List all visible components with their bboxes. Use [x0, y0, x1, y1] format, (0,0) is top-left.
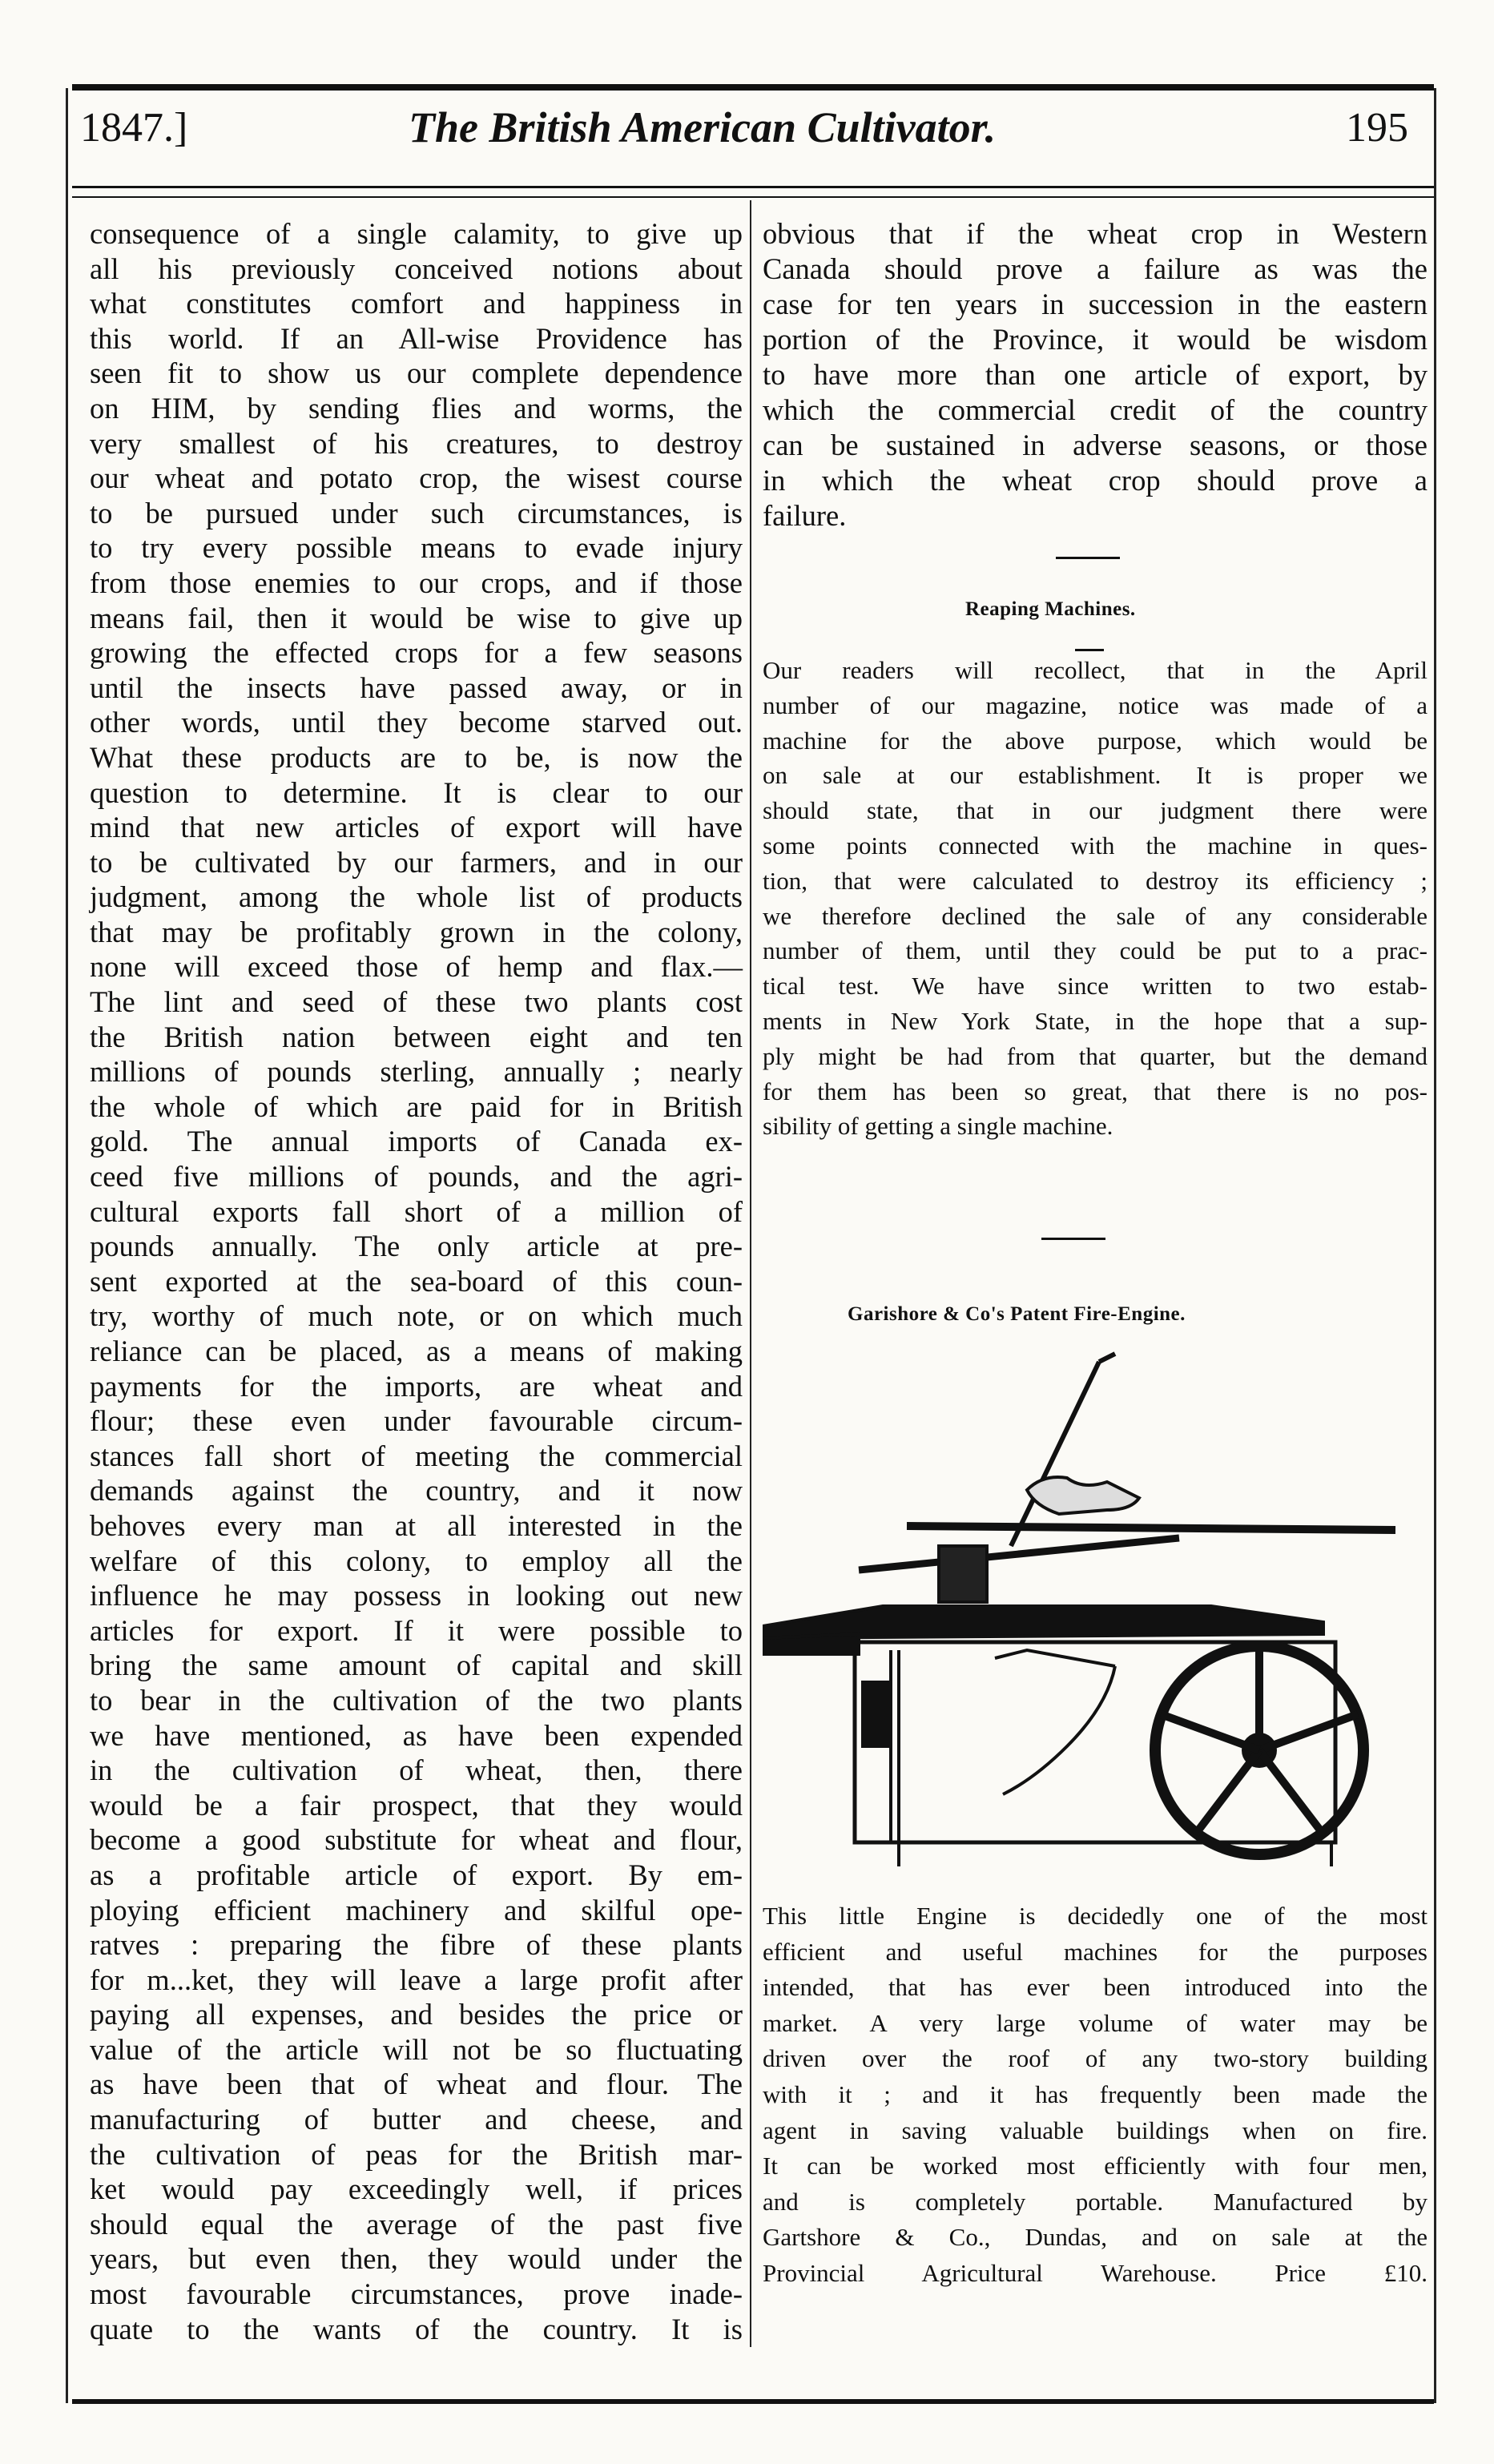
top-rule	[72, 84, 1434, 91]
text-line: case for ten years in succession in the eastern	[763, 288, 1428, 320]
text-line: for m...ket, they will leave a large profit after	[90, 1963, 743, 1996]
text-line: Provincial Agricultural Warehouse. Price £10.	[763, 2258, 1428, 2287]
text-line: gold. The annual imports of Canada ex-	[90, 1125, 743, 1158]
text-line: intended, that has ever been introduced into the	[763, 1973, 1428, 2002]
left-column-article	[90, 216, 743, 2346]
text-line: Gartshore & Co., Dundas, and on sale at the	[763, 2223, 1428, 2252]
text-line: from those enemies to our crops, and if those	[90, 566, 743, 599]
text-line: in the cultivation of wheat, then, there	[90, 1753, 743, 1787]
text-line: payments for the imports, are wheat and	[90, 1369, 743, 1403]
text-line: ceed five millions of pounds, and the agri-	[90, 1160, 743, 1194]
text-line: Our readers will recollect, that in the April	[763, 656, 1428, 684]
text-line: influence he may possess in looking out new	[90, 1579, 743, 1612]
text-line: all his previously conceived notions about	[90, 252, 743, 285]
bottom-rule	[72, 2399, 1434, 2404]
text-line: some points connected with the machine in ques-	[763, 831, 1428, 860]
text-line: what constitutes comfort and happiness in	[90, 287, 743, 320]
text-line: seen fit to show us our complete dependence	[90, 356, 743, 390]
text-line: we have mentioned, as have been expended	[90, 1718, 743, 1752]
left-border	[66, 88, 68, 2403]
text-line: the cultivation of peas for the British mar-	[90, 2137, 743, 2171]
text-line: years, but even then, they would under the	[90, 2242, 743, 2276]
fire-engine-heading: Garishore & Co's Patent Fire-Engine.	[848, 1303, 1186, 1325]
text-line: to bear in the cultivation of the two plants	[90, 1683, 743, 1717]
text-line: the British nation between eight and ten	[90, 1020, 743, 1053]
text-line: become a good substitute for wheat and flour,	[90, 1823, 743, 1857]
text-line: ket would pay exceedingly well, if prices	[90, 2172, 743, 2206]
section-rule-small	[1075, 649, 1104, 651]
text-line: to try every possible means to evade injury	[90, 531, 743, 565]
text-line: Canada should prove a failure as was the	[763, 252, 1428, 285]
text-line: for them has been so great, that there is no pos-	[763, 1077, 1428, 1105]
text-line: value of the article will not be so fluctuating	[90, 2032, 743, 2066]
text-line: as a profitable article of export. By em-	[90, 1858, 743, 1891]
text-line: driven over the roof of any two-story building	[763, 2044, 1428, 2073]
text-line: portion of the Province, it would be wisdom	[763, 323, 1428, 356]
text-line: means fail, then it would be wise to give up	[90, 601, 743, 634]
text-line: demands against the country, and it now	[90, 1474, 743, 1508]
text-line: bring the same amount of capital and skill	[90, 1649, 743, 1682]
text-line: we therefore declined the sale of any considerable	[763, 901, 1428, 930]
right-column	[763, 216, 1428, 533]
text-line: on sale at our establishment. It is proper we	[763, 761, 1428, 790]
header-title: The British American Cultivator.	[409, 103, 997, 151]
text-line: failure.	[763, 499, 847, 532]
text-line: to be pursued under such circumstances, is	[90, 496, 743, 529]
text-line: market. A very large volume of water may be	[763, 2008, 1428, 2037]
text-line: try, worthy of much note, or on which much	[90, 1299, 743, 1333]
text-line: tical test. We have since written to two estab-	[763, 972, 1428, 1000]
text-line: welfare of this colony, to employ all the	[90, 1544, 743, 1577]
section-rule	[1041, 1238, 1105, 1240]
text-line: judgment, among the whole list of products	[90, 880, 743, 914]
text-line: articles for export. If it were possible to	[90, 1613, 743, 1647]
text-line: to have more than one article of export, by	[763, 358, 1428, 391]
text-line: in which the wheat crop should prove a	[763, 464, 1428, 497]
fire-engine-illustration	[763, 1330, 1428, 1882]
text-line: agent in saving valuable buildings when on fire.	[763, 2116, 1428, 2144]
right-border	[1434, 88, 1436, 2403]
text-line: can be sustained in adverse seasons, or those	[763, 429, 1428, 461]
text-line: other words, until they become starved out.	[90, 706, 743, 739]
text-line: very smallest of his creatures, to destroy	[90, 426, 743, 460]
wheat-paragraph	[763, 216, 1428, 533]
header-year: 1847.]	[80, 105, 188, 151]
text-line: cultural exports fall short of a million of	[90, 1194, 743, 1228]
text-line: What these products are to be, is now the	[90, 740, 743, 774]
text-line: to be cultivated by our farmers, and in our	[90, 845, 743, 879]
text-line: flour; these even under favourable circum-	[90, 1404, 743, 1438]
text-line: quate to the wants of the country. It is	[90, 2312, 743, 2345]
text-line: This little Engine is decidedly one of the most	[763, 1902, 1428, 1930]
text-line: this world. If an All-wise Providence has	[90, 321, 743, 355]
text-line: consequence of a single calamity, to give up	[90, 217, 743, 250]
reaping-machines-paragraph	[763, 653, 1428, 1144]
text-line: manufacturing of butter and cheese, and	[90, 2103, 743, 2136]
text-line: with it ; and it has frequently been made the	[763, 2080, 1428, 2108]
text-line: our wheat and potato crop, the wisest course	[90, 461, 743, 495]
text-line: question to determine. It is clear to our	[90, 775, 743, 809]
text-line: machine for the above purpose, which would be	[763, 726, 1428, 755]
text-line: stances fall short of meeting the commercial	[90, 1439, 743, 1472]
text-line: reliance can be placed, as a means of making	[90, 1335, 743, 1367]
header-page-number: 195	[1346, 105, 1408, 151]
section-rule	[1056, 557, 1120, 559]
text-line: as have been that of wheat and flour. The	[90, 2067, 743, 2101]
text-line: pounds annually. The only article at pre-	[90, 1230, 743, 1263]
text-line: most favourable circumstances, prove inade-	[90, 2277, 743, 2311]
text-line: until the insects have passed away, or in	[90, 670, 743, 704]
text-line: The lint and seed of these two plants cost	[90, 985, 743, 1019]
text-line: obvious that if the wheat crop in Western	[763, 217, 1428, 250]
text-line: number of them, until they could be put to a prac-	[763, 936, 1428, 965]
text-line: mind that new articles of export will have	[90, 811, 743, 844]
text-line: ratves : preparing the fibre of these plants	[90, 1928, 743, 1962]
text-line: ply might be had from that quarter, but the demand	[763, 1041, 1428, 1070]
text-line: tion, that were calculated to destroy its efficiency ;	[763, 866, 1428, 895]
text-line: the whole of which are paid for in British	[90, 1089, 743, 1123]
text-line: should equal the average of the past five	[90, 2207, 743, 2241]
text-line: that may be profitably grown in the colony,	[90, 915, 743, 948]
text-line: It can be worked most efficiently with four men,	[763, 2152, 1428, 2180]
text-line: millions of pounds sterling, annually ; nearly	[90, 1055, 743, 1089]
text-line: and is completely portable. Manufactured by	[763, 2187, 1428, 2216]
text-line: ments in New York State, in the hope that a sup-	[763, 1006, 1428, 1035]
text-line: growing the effected crops for a few seasons	[90, 636, 743, 670]
text-line: behoves every man at all interested in the	[90, 1508, 743, 1542]
text-line: paying all expenses, and besides the price or	[90, 1998, 743, 2031]
header-rule	[72, 186, 1434, 188]
reaping-machines-heading: Reaping Machines.	[965, 598, 1136, 620]
text-line: which the commercial credit of the country	[763, 393, 1428, 426]
text-line: sibility of getting a single machine.	[763, 1112, 1113, 1141]
text-line: none will exceed those of hemp and flax.—	[90, 950, 743, 984]
text-line: ploying efficient machinery and skilful ope-	[90, 1893, 743, 1927]
text-line: sent exported at the sea-board of this coun-	[90, 1264, 743, 1298]
text-line: number of our magazine, notice was made of a	[763, 690, 1428, 719]
fire-engine-paragraph	[763, 1898, 1428, 2292]
header-rule-thin	[72, 196, 1434, 198]
text-line: on HIM, by sending flies and worms, the	[90, 391, 743, 425]
text-line: would be a fair prospect, that they would	[90, 1788, 743, 1822]
text-line: should state, that in our judgment there were	[763, 796, 1428, 825]
column-divider	[750, 200, 751, 2347]
text-line: efficient and useful machines for the purposes	[763, 1937, 1428, 1966]
